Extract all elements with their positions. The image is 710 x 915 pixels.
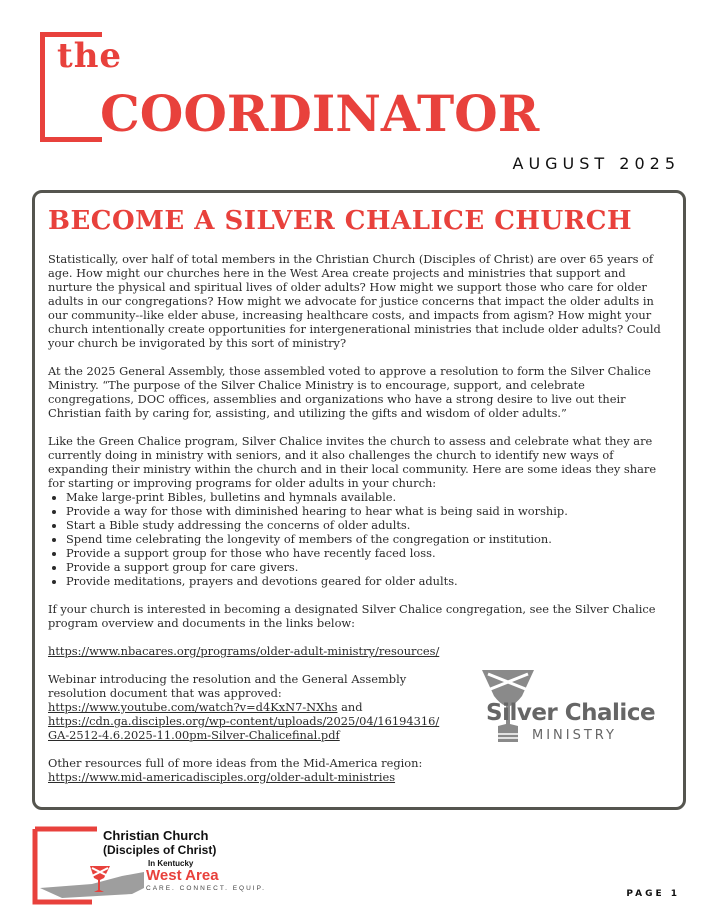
paragraph-green-chalice: Like the Green Chalice program, Silver Chalice invites the church to assess and celebrate what they are currently doing in ministry with seniors, and it also challenges the church to identify new ways of expanding their ministry within the church and in their local community. Here are some ideas they share for starting or improving programs for older adults in your church: — [48, 434, 657, 490]
footer-area: West Area — [146, 867, 219, 884]
nbacares-link[interactable]: https://www.nbacares.org/programs/older-adult-ministry/resources/ — [48, 644, 440, 658]
resolution-pdf-link[interactable]: https://cdn.ga.disciples.org/wp-content/uploads/2025/04/16194316/GA-2512-4.6.2025-11.00pm-Silver-Chalicefinal.pdf — [48, 714, 440, 742]
footer-denomination: (Disciples of Christ) — [103, 843, 217, 857]
article-title: BECOME A SILVER CHALICE CHURCH — [48, 206, 633, 236]
list-item: • Spend time celebrating the longevity of members of the congregation or institution. — [66, 532, 668, 546]
paragraph-assembly: At the 2025 General Assembly, those assembled voted to approve a resolution to form the Silver Chalice Ministry. “The purpose of the Silver Chalice Ministry is to encourage, support, and celebrate congregations, DOC offices, assemblies and organizations who have a strong desire to live out their Christian faith by caring for, assisting, and utilizing the gifts and wisdom of older adults.” — [48, 364, 651, 420]
other-resources-text: Other resources full of more ideas from the Mid-America region: — [48, 756, 423, 770]
list-item: • Provide a way for those with diminished hearing to hear what is being said in worship. — [66, 504, 668, 518]
issue-date: AUGUST 2025 — [512, 154, 680, 173]
webinar-intro: Webinar introducing the resolution and the General Assembly resolution document that was approved: — [48, 672, 407, 700]
list-item: • Provide a support group for care givers. — [66, 560, 668, 574]
footer-state: In Kentucky — [148, 859, 194, 868]
paragraph-interest: If your church is interested in becoming a designated Silver Chalice congregation, see the Silver Chalice program overview and documents in the links below: — [48, 602, 656, 630]
mid-america-link[interactable]: https://www.mid-americadisciples.org/older-adult-ministries — [48, 770, 396, 784]
list-item: • Provide a support group for those who have recently faced loss. — [66, 546, 668, 560]
masthead-title: COORDINATOR — [100, 84, 540, 143]
youtube-link[interactable]: https://www.youtube.com/watch?v=d4KxN7-NXhs — [48, 700, 338, 714]
and-text: and — [337, 700, 363, 714]
silver-chalice-wordmark: Silver Chalice — [486, 700, 656, 726]
page-number: PAGE 1 — [626, 889, 680, 899]
paragraph-intro: Statistically, over half of total members in the Christian Church (Disciples of Christ) are over 65 years of age. How might our churches here in the West Area create projects and ministries that support and nurture the physical and spiritual lives of older adults? How might we support those who care for older adults in our congregations? How might we advocate for justice concerns that impact the older adults in our community--like elder abuse, increasing healthcare costs, and impacts from agism? How might your church intentionally create opportunities for intergenerational ministries that include older adults? Could your church be invigorated by this sort of ministry? — [48, 252, 661, 350]
paragraph-webinar — [48, 672, 448, 742]
ideas-list — [48, 490, 668, 588]
list-item: • Provide meditations, prayers and devotions geared for older adults. — [66, 574, 668, 588]
footer-church-name: Christian Church — [103, 828, 209, 843]
silver-chalice-ministry: MINISTRY — [532, 728, 617, 743]
list-item: • Start a Bible study addressing the concerns of older adults. — [66, 518, 668, 532]
footer-tagline: CARE. CONNECT. EQUIP. — [146, 885, 266, 892]
masthead-the: the — [57, 36, 123, 76]
list-item: • Make large-print Bibles, bulletins and hymnals available. — [66, 490, 668, 504]
